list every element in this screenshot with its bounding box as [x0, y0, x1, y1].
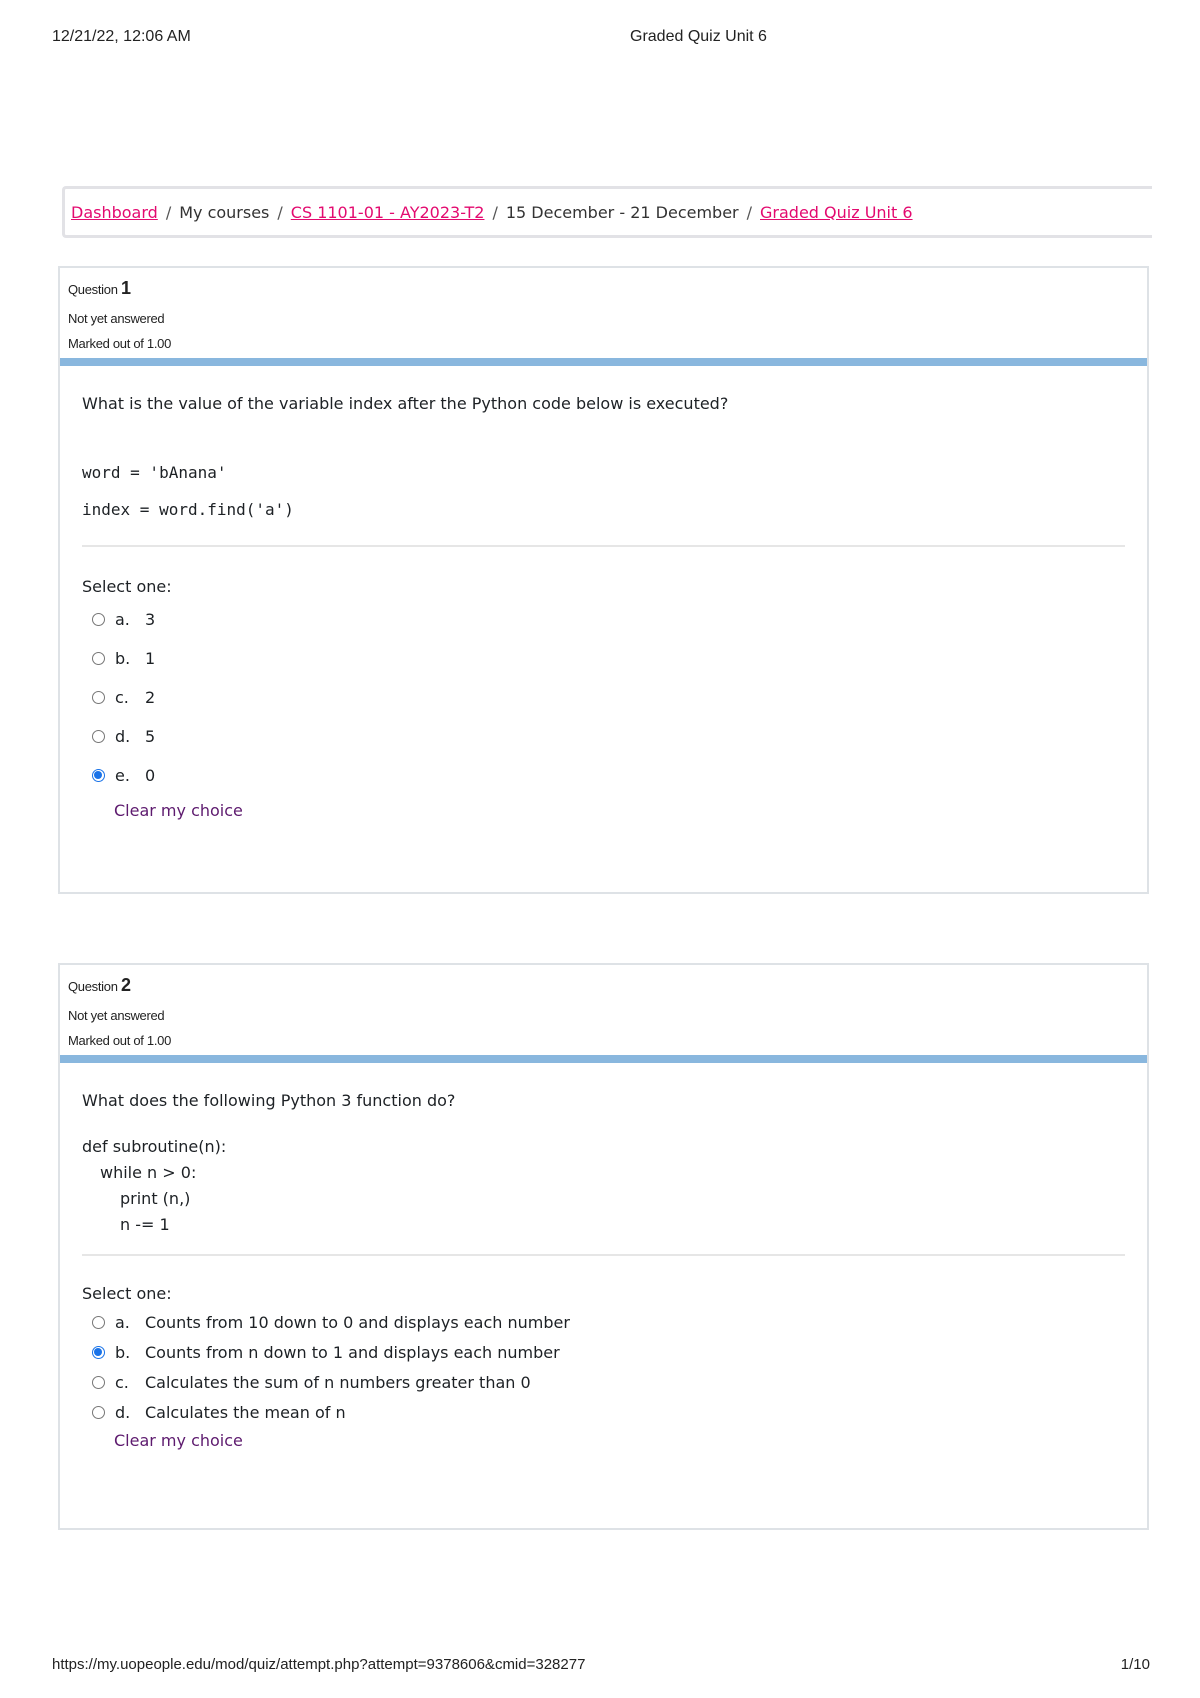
question-number: Question 1	[68, 278, 131, 298]
answer-letter: b.	[115, 649, 131, 668]
answer-option-c[interactable]	[82, 678, 1125, 717]
select-one-label: Select one:	[82, 1284, 172, 1303]
print-title: Graded Quiz Unit 6	[630, 28, 767, 45]
function-code	[82, 1134, 1125, 1238]
radio-button-selected[interactable]	[92, 1346, 105, 1359]
answer-text: 3	[145, 610, 156, 629]
breadcrumb	[62, 186, 1152, 238]
answer-list	[82, 600, 1125, 795]
breadcrumb-separator: /	[492, 202, 498, 222]
answer-letter: c.	[115, 688, 129, 707]
divider	[82, 545, 1125, 547]
divider	[82, 1254, 1125, 1256]
answer-option-a[interactable]	[82, 600, 1125, 639]
radio-button[interactable]	[92, 691, 105, 704]
question-content	[60, 1063, 1147, 1450]
question-text: What does the following Python 3 function do?	[82, 1091, 456, 1110]
answer-text: 0	[145, 766, 156, 785]
question-grade: Marked out of 1.00	[68, 1033, 171, 1048]
answer-option-a[interactable]	[82, 1307, 1125, 1337]
radio-button[interactable]	[92, 652, 105, 665]
answer-option-c[interactable]	[82, 1367, 1125, 1397]
question-state: Not yet answered	[68, 1008, 165, 1023]
code-line: while n > 0:	[100, 1163, 197, 1182]
answer-option-e[interactable]	[82, 756, 1125, 795]
answer-text: Calculates the sum of n numbers greater than 0	[145, 1372, 531, 1392]
code-line: word = 'bAnana'	[82, 463, 227, 482]
breadcrumb-separator: /	[165, 202, 172, 222]
answer-text: Counts from n down to 1 and displays each number	[145, 1342, 560, 1362]
answer-letter: c.	[115, 1372, 129, 1392]
question-info	[60, 268, 1147, 358]
question-content-bar	[60, 1055, 1147, 1063]
print-datetime: 12/21/22, 12:06 AM	[52, 28, 191, 45]
breadcrumb-week: 15 December - 21 December	[505, 202, 739, 222]
code-line: print (n,)	[120, 1189, 191, 1208]
answer-list	[82, 1307, 1125, 1427]
answer-letter: d.	[115, 1402, 131, 1422]
code-line: index = word.find('a')	[82, 500, 294, 519]
question-text: What is the value of the variable index after the Python code below is executed?	[82, 394, 729, 413]
answer-option-d[interactable]	[82, 1397, 1125, 1427]
select-one-label: Select one:	[82, 577, 172, 596]
answer-text: 2	[145, 688, 156, 707]
answer-letter: a.	[115, 1312, 130, 1332]
print-page-number: 1/10	[1120, 1656, 1150, 1673]
answer-letter: d.	[115, 727, 131, 746]
print-url: https://my.uopeople.edu/mod/quiz/attempt.php?attempt=9378606&cmid=328277	[52, 1656, 586, 1673]
clear-choice-link[interactable]: Clear my choice	[114, 1431, 243, 1450]
answer-letter: a.	[115, 610, 130, 629]
question-content	[60, 366, 1147, 820]
radio-button-selected[interactable]	[92, 769, 105, 782]
breadcrumb-separator: /	[746, 202, 753, 222]
answer-letter: b.	[115, 1342, 131, 1362]
clear-choice-link[interactable]: Clear my choice	[114, 801, 243, 820]
question-content-bar	[60, 358, 1147, 366]
breadcrumb-dashboard-link[interactable]: Dashboard	[71, 202, 158, 222]
answer-text: Counts from 10 down to 0 and displays each number	[145, 1312, 570, 1332]
code-line: n -= 1	[120, 1215, 170, 1234]
question-info	[60, 965, 1147, 1055]
question-number: Question 2	[68, 975, 131, 995]
code-line: def subroutine(n):	[82, 1137, 227, 1156]
answer-text: Calculates the mean of n	[145, 1402, 346, 1422]
answer-option-b[interactable]	[82, 1337, 1125, 1367]
breadcrumb-my-courses: My courses	[179, 202, 270, 222]
question-grade: Marked out of 1.00	[68, 336, 171, 351]
breadcrumb-separator: /	[277, 202, 283, 222]
answer-text: 5	[145, 727, 156, 746]
question-state: Not yet answered	[68, 311, 165, 326]
radio-button[interactable]	[92, 1316, 105, 1329]
radio-button[interactable]	[92, 730, 105, 743]
breadcrumb-quiz-link[interactable]: Graded Quiz Unit 6	[760, 202, 913, 222]
breadcrumb-course-link[interactable]: CS 1101-01 - AY2023-T2	[290, 202, 485, 222]
radio-button[interactable]	[92, 1406, 105, 1419]
radio-button[interactable]	[92, 613, 105, 626]
question-2	[58, 963, 1149, 1530]
answer-option-b[interactable]	[82, 639, 1125, 678]
answer-letter: e.	[115, 766, 130, 785]
radio-button[interactable]	[92, 1376, 105, 1389]
answer-text: 1	[145, 649, 156, 668]
answer-option-d[interactable]	[82, 717, 1125, 756]
question-1	[58, 266, 1149, 894]
